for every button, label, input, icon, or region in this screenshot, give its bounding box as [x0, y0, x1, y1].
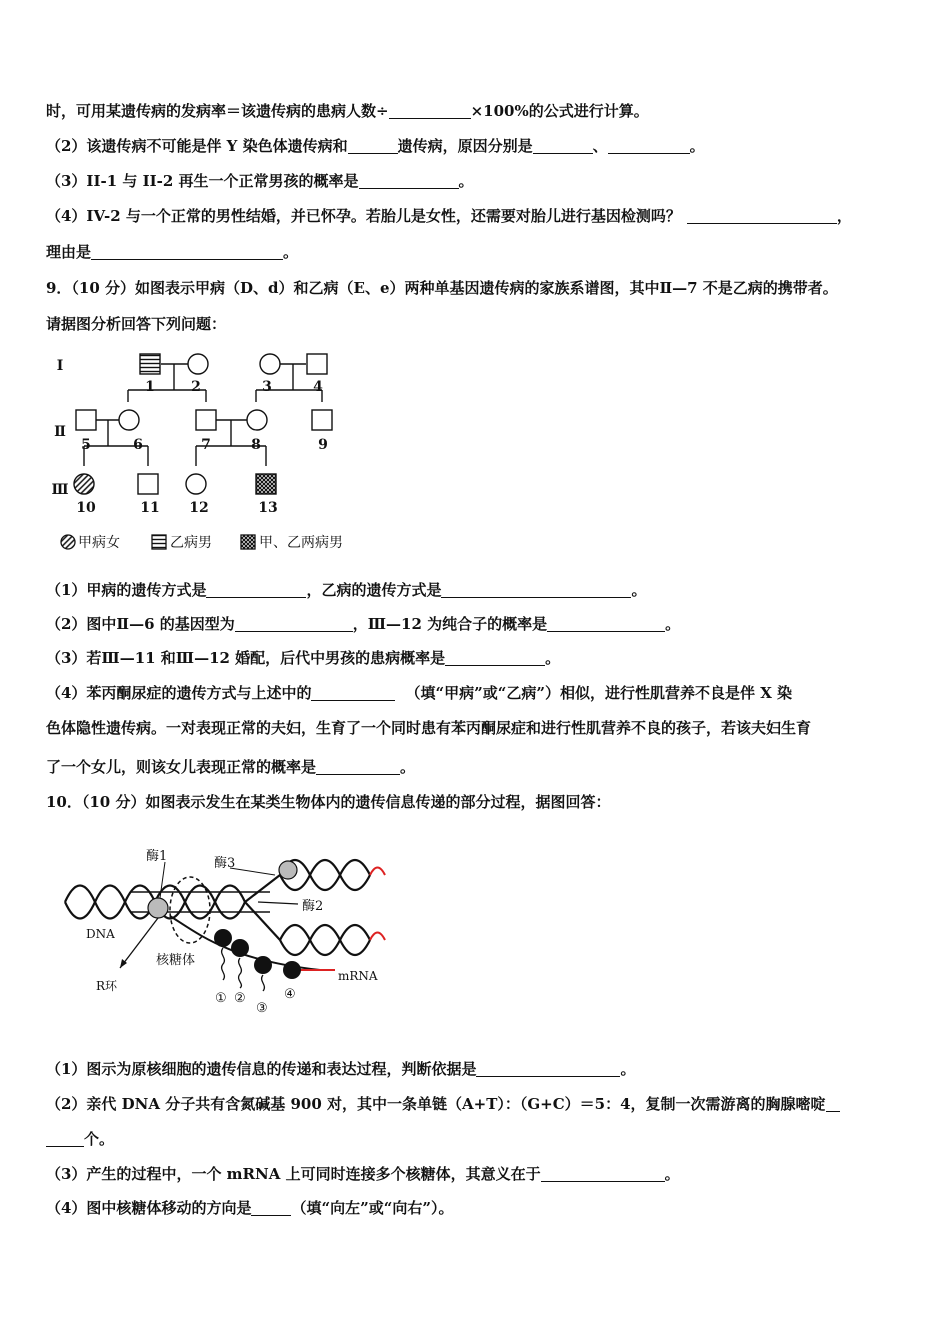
chain1-label: ① — [215, 991, 227, 1006]
q9-stem: 9．（10 分）如图表示甲病（D、d）和乙病（E、e）两种单基因遗传病的家族系谱图，其中Ⅱ—7 不是乙病的携带者。 — [46, 279, 838, 297]
legend-disease-b-male-icon — [152, 535, 166, 549]
legend-both-diseases-male-icon — [241, 535, 255, 549]
answer-blank[interactable] — [91, 243, 283, 260]
generation-label: I — [56, 358, 64, 374]
answer-blank[interactable] — [359, 172, 459, 189]
id-label: 7 — [201, 437, 211, 453]
id-label: 5 — [81, 437, 91, 453]
q9-part1: （1）甲病的遗传方式是 ，乙病的遗传方式是 。 — [46, 581, 647, 599]
generation-label: Ⅲ — [51, 482, 69, 498]
answer-blank[interactable] — [311, 684, 395, 701]
q10-part4: （4）图中核糖体移动的方向是 （填“向左”或“向右”）。 — [46, 1199, 454, 1217]
id-label: 9 — [318, 437, 328, 453]
answer-blank[interactable] — [476, 1060, 620, 1077]
q10-part1: （1）图示为原核细胞的遗传信息的传递和表达过程，判断依据是 。 — [46, 1060, 636, 1078]
answer-blank[interactable] — [445, 649, 545, 666]
id-label: 3 — [262, 379, 272, 395]
id-label: 8 — [251, 437, 261, 453]
individual-III10 — [74, 474, 94, 494]
enzyme2-label: 酶2 — [302, 899, 324, 914]
mrna-label: mRNA — [338, 969, 378, 983]
individual-II9 — [312, 410, 332, 430]
answer-blank[interactable] — [206, 581, 306, 598]
answer-blank[interactable] — [608, 137, 690, 154]
id-label: 12 — [189, 500, 209, 516]
generation-label: Ⅱ — [54, 424, 66, 440]
chain2-label: ② — [234, 991, 246, 1006]
id-label: 4 — [313, 379, 323, 395]
individual-III12 — [186, 474, 206, 494]
id-label: 2 — [191, 379, 201, 395]
individual-III11 — [138, 474, 158, 494]
q10-part3: （3）产生的过程中，一个 mRNA 上可同时连接多个核糖体，其意义在于 。 — [46, 1165, 680, 1183]
id-label: 6 — [133, 437, 143, 453]
r-loop-label: R环 — [96, 979, 118, 993]
answer-blank[interactable] — [251, 1199, 291, 1216]
individual-II8 — [247, 410, 267, 430]
answer-blank[interactable] — [541, 1165, 665, 1182]
individual-II7 — [196, 410, 216, 430]
q10-part2-cont: 个。 — [46, 1129, 906, 1149]
gene-expression-diagram — [60, 840, 400, 1020]
q10-part2: （2）亲代 DNA 分子共有含氮碱基 900 对，其中一条单链（A+T）：（G+C）＝5：4，复制一次需游离的胸腺嘧啶 — [46, 1094, 906, 1114]
individual-II5 — [76, 410, 96, 430]
answer-blank[interactable] — [389, 102, 471, 119]
q9-part2: （2）图中Ⅱ—6 的基因型为 ，Ⅲ—12 为纯合子的概率是 。 — [46, 615, 681, 633]
q8-continuation: 时，可用某遗传病的发病率＝该遗传病的患病人数÷ ×100%的公式进行计算。 — [46, 102, 649, 120]
q9-part4: （4）苯丙酮尿症的遗传方式与上述中的 （填“甲病”或“乙病”）相似，进行性肌营养不良是伴 X 染 — [46, 684, 793, 702]
dna-label: DNA — [86, 927, 115, 941]
legend-label: 甲、乙两病男 — [259, 535, 343, 551]
answer-blank[interactable] — [46, 1130, 84, 1147]
q8-part3: （3）II-1 与 II-2 再生一个正常男孩的概率是 。 — [46, 172, 474, 190]
answer-blank[interactable] — [348, 137, 398, 154]
q10-stem: 10．（10 分）如图表示发生在某类生物体内的遗传信息传递的部分过程，据图回答： — [46, 793, 611, 811]
chain4-label: ④ — [284, 987, 296, 1002]
answer-blank[interactable] — [441, 581, 631, 598]
individual-I2 — [188, 354, 208, 374]
q8-part4: （4）IV-2 与一个正常的男性结婚，并已怀孕。若胎儿是女性，还需要对胎儿进行基因检测吗？ ， — [46, 207, 852, 225]
id-label: 10 — [76, 500, 96, 516]
q8-part2: （2）该遗传病不可能是伴 Y 染色体遗传病和 遗传病，原因分别是 、 。 — [46, 137, 705, 155]
legend-disease-a-female-icon — [61, 535, 75, 549]
id-label: 1 — [145, 379, 155, 395]
id-label: 11 — [140, 500, 160, 516]
individual-II6 — [119, 410, 139, 430]
legend-label: 甲病女 — [78, 535, 120, 551]
individual-I4 — [307, 354, 327, 374]
enzyme3-label: 酶3 — [214, 856, 236, 871]
answer-blank[interactable] — [316, 758, 400, 775]
individual-I3 — [260, 354, 280, 374]
id-label: 13 — [258, 500, 278, 516]
answer-blank[interactable] — [533, 137, 593, 154]
q9-part3: （3）若Ⅲ—11 和Ⅲ—12 婚配，后代中男孩的患病概率是 。 — [46, 649, 561, 667]
q9-part4-end: 了一个女儿，则该女儿表现正常的概率是 。 — [46, 758, 416, 776]
q8-part4-reason: 理由是 。 — [46, 243, 299, 261]
chain3-label: ③ — [256, 1001, 268, 1016]
ribosome-label: 核糖体 — [156, 953, 196, 968]
answer-blank[interactable] — [687, 207, 837, 224]
enzyme1-label: 酶1 — [146, 849, 168, 864]
legend-label: 乙病男 — [170, 535, 212, 551]
q9-part4-cont: 色体隐性遗传病。一对表现正常的夫妇，生育了一个同时患有苯丙酮尿症和进行性肌营养不良的孩子，若该夫妇生育 — [46, 719, 812, 737]
q9-stem-2: 请据图分析回答下列问题： — [46, 315, 227, 333]
answer-blank[interactable] — [547, 615, 665, 632]
individual-I1 — [140, 354, 160, 374]
answer-blank[interactable] — [826, 1095, 840, 1112]
individual-III13 — [256, 474, 276, 494]
answer-blank[interactable] — [235, 615, 353, 632]
pedigree-chart — [46, 346, 376, 561]
